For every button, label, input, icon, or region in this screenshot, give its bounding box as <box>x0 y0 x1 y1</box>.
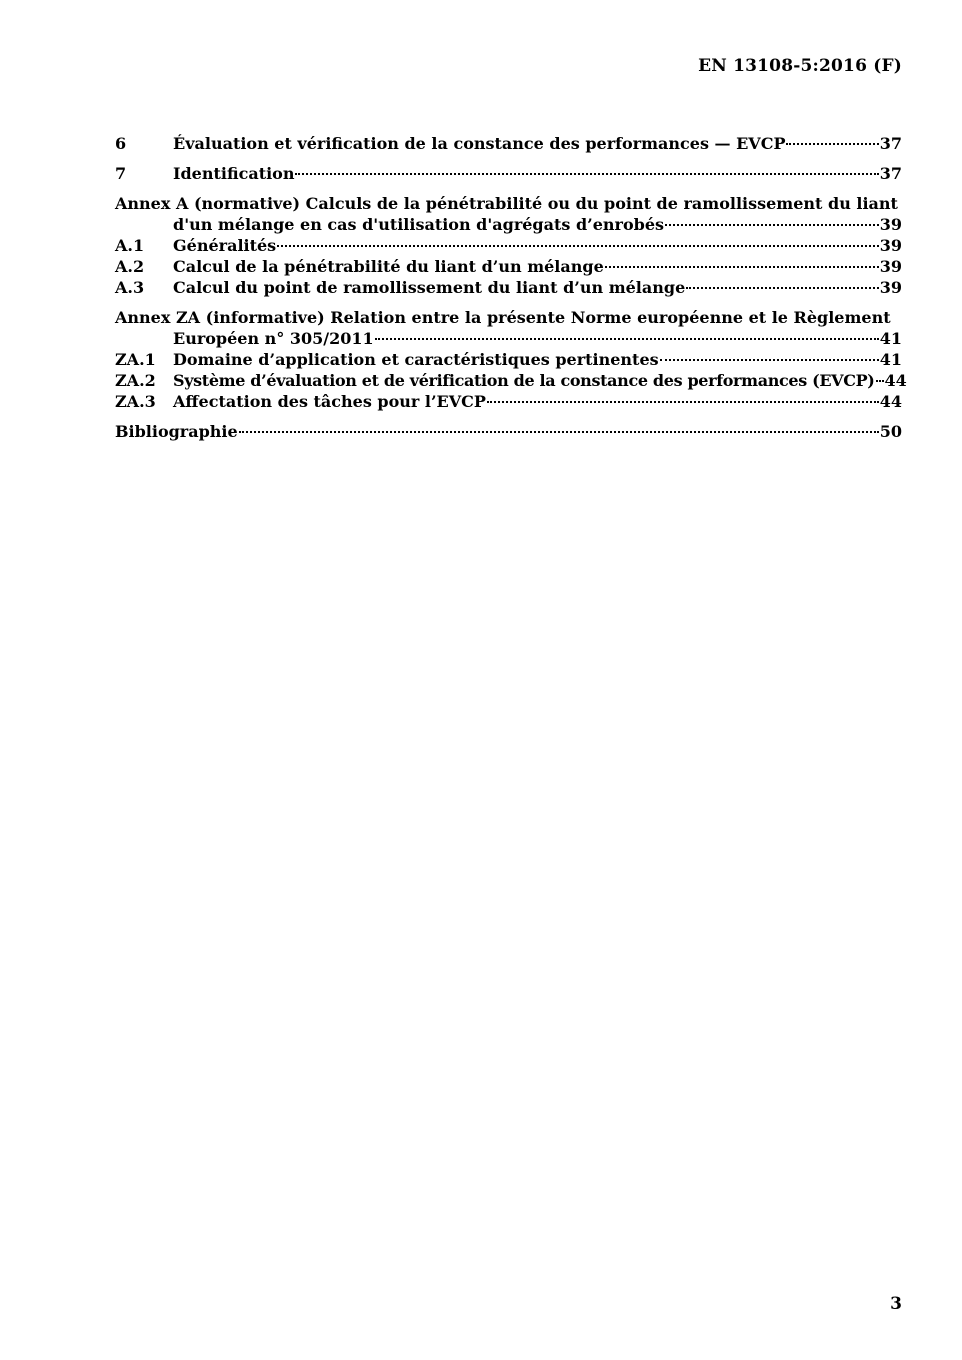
toc-entry-title: Identification <box>173 164 295 183</box>
toc-entry-number: A.1 <box>115 236 145 255</box>
toc-entry-number: ZA.2 <box>115 371 156 390</box>
toc-entry-section-7[interactable] <box>115 163 902 184</box>
annex-title-line-1: Annex A (normative) Calculs de la pénétrabilité ou du point de ramollissement du liant <box>115 194 898 213</box>
dot-leader <box>239 431 879 433</box>
dot-leader <box>686 287 878 289</box>
dot-leader <box>375 338 879 340</box>
toc-entry-page: 37 <box>879 134 902 153</box>
toc-entry-za1[interactable] <box>115 349 902 370</box>
toc-entry-page: 41 <box>879 329 902 348</box>
toc-entry-number: ZA.1 <box>115 350 156 369</box>
toc-entry-page: 39 <box>879 278 902 297</box>
toc-entry-section-6[interactable] <box>115 133 902 154</box>
toc-entry-number: A.3 <box>115 278 145 297</box>
toc-entry-a3[interactable] <box>115 277 902 298</box>
toc-entry-number: 7 <box>115 164 127 183</box>
toc-entry-page: 39 <box>879 236 902 255</box>
dot-leader <box>665 224 879 226</box>
toc-entry-title: Calcul de la pénétrabilité du liant d’un mélange <box>173 257 604 276</box>
toc-entry-a2[interactable] <box>115 256 902 277</box>
annex-title-line-1: Annex ZA (informative) Relation entre la présente Norme européenne et le Règlement <box>115 308 891 327</box>
toc-entry-a1[interactable] <box>115 235 902 256</box>
toc-entry-title: Affectation des tâches pour l’EVCP <box>173 392 486 411</box>
toc-entry-title: Domaine d’application et caractéristiques pertinentes <box>173 350 659 369</box>
dot-leader <box>487 401 879 403</box>
toc-entry-title: Évaluation et vérification de la constance des performances — EVCP <box>173 134 786 153</box>
toc-entry-title: Bibliographie <box>115 422 238 441</box>
toc-entry-number: A.2 <box>115 257 145 276</box>
dot-leader <box>786 143 878 145</box>
toc-entry-annex-a[interactable] <box>115 193 902 235</box>
page-number: 3 <box>890 1294 902 1314</box>
toc-entry-bibliography[interactable] <box>115 421 902 442</box>
annex-title-line-2: d'un mélange en cas d'utilisation d'agrégats d’enrobés <box>173 215 664 234</box>
dot-leader <box>660 359 879 361</box>
annex-title-line-2: Européen n° 305/2011 <box>173 329 374 348</box>
toc-entry-annex-za[interactable] <box>115 307 902 349</box>
table-of-contents <box>115 133 907 442</box>
dot-leader <box>277 245 879 247</box>
toc-entry-page: 39 <box>879 215 902 234</box>
dot-leader <box>295 173 878 175</box>
toc-entry-page: 39 <box>879 257 902 276</box>
dot-leader <box>605 266 879 268</box>
toc-entry-number: ZA.3 <box>115 392 156 411</box>
toc-entry-za3[interactable] <box>115 391 902 412</box>
toc-entry-page: 44 <box>879 392 902 411</box>
toc-entry-title: Système d’évaluation et de vérification de la constance des performances (EVCP) <box>173 371 875 390</box>
toc-entry-page: 37 <box>879 164 902 183</box>
toc-entry-page: 50 <box>879 422 902 441</box>
toc-entry-page: 44 <box>884 371 907 390</box>
toc-entry-page: 41 <box>879 350 902 369</box>
toc-entry-title: Généralités <box>173 236 277 255</box>
document-id-header: EN 13108-5:2016 (F) <box>698 56 902 76</box>
dot-leader <box>876 380 884 382</box>
toc-entry-number: 6 <box>115 134 127 153</box>
toc-entry-za2[interactable] <box>115 370 907 391</box>
toc-entry-title: Calcul du point de ramollissement du liant d’un mélange <box>173 278 686 297</box>
